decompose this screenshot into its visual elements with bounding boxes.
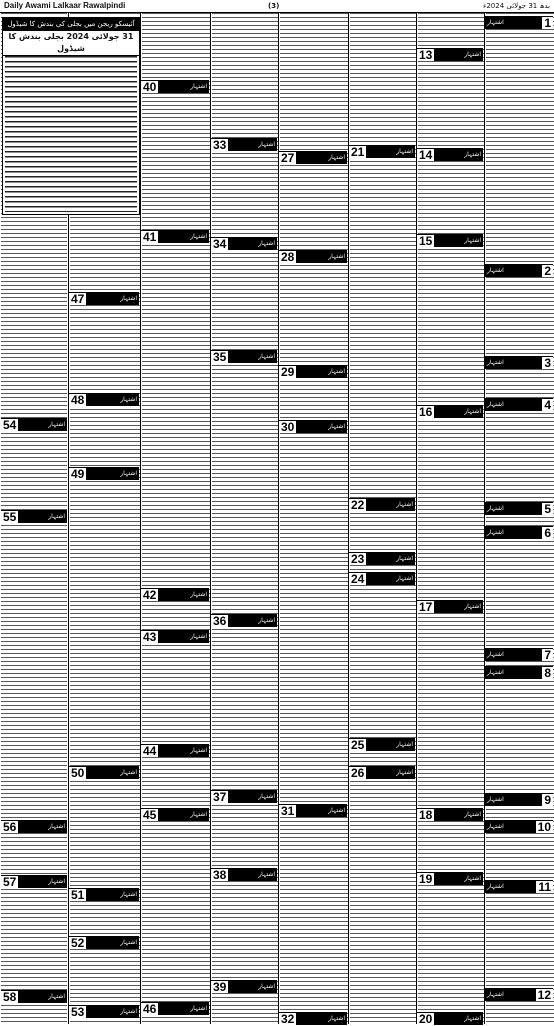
notice-29: 29 اشتہار: [281, 365, 345, 379]
notice-57: 57 اشتہار: [3, 875, 65, 889]
notice-51: 51 اشتہار: [71, 888, 137, 902]
notice-24: 24 اشتہار: [351, 572, 413, 586]
issue-date: بدھ 31 جولائی 2024ء: [483, 2, 550, 10]
notice-33: 33 اشتہار: [213, 138, 275, 152]
notice-35: 35 اشتہار: [213, 350, 275, 364]
notice-47: 47 اشتہار: [71, 292, 137, 306]
notice-1: 1 اشتہار: [487, 16, 551, 30]
notice-58: 58 اشتہار: [3, 990, 65, 1004]
schedule-title: آئیسکو ریجن میں بجلی کی بندش کا شیڈول: [3, 18, 139, 31]
notice-3: 3 اشتہار: [487, 356, 551, 370]
notice-22: 22 اشتہار: [351, 498, 413, 512]
notice-27: 27 اشتہار: [281, 151, 345, 165]
notice-16: 16 اشتہار: [419, 405, 481, 419]
notice-15: 15 اشتہار: [419, 234, 481, 248]
notice-30: 30 اشتہار: [281, 420, 345, 434]
notice-25: 25 اشتہار: [351, 738, 413, 752]
notice-43: 43 اشتہار: [143, 630, 207, 644]
notice-5: 5 اشتہار: [487, 502, 551, 516]
notice-14: 14 اشتہار: [419, 148, 481, 162]
notice-12: 12 اشتہار: [487, 988, 551, 1002]
notice-48: 48 اشتہار: [71, 393, 137, 407]
page-header: [0, 0, 554, 13]
notice-46: 46 اشتہار: [143, 1002, 207, 1016]
notice-11: 11 اشتہار: [487, 880, 551, 894]
load-shedding-schedule-box: [2, 17, 140, 215]
notice-18: 18 اشتہار: [419, 808, 481, 822]
notice-44: 44 اشتہار: [143, 744, 207, 758]
notice-49: 49 اشتہار: [71, 467, 137, 481]
notice-2: 2 اشتہار: [487, 264, 551, 278]
notice-40: 40 اشتہار: [143, 80, 207, 94]
notice-37: 37 اشتہار: [213, 790, 275, 804]
notice-28: 28 اشتہار: [281, 250, 345, 264]
notice-8: 8 اشتہار: [487, 666, 551, 680]
notice-20: 20 اشتہار: [419, 1012, 481, 1026]
notice-50: 50 اشتہار: [71, 766, 137, 780]
notice-17: 17 اشتہار: [419, 600, 481, 614]
notice-19: 19 اشتہار: [419, 872, 481, 886]
notice-45: 45 اشتہار: [143, 808, 207, 822]
newspaper-name: Daily Awami Lalkaar Rawalpindi: [4, 1, 126, 10]
notice-39: 39 اشتہار: [213, 980, 275, 994]
notice-38: 38 اشتہار: [213, 868, 275, 882]
notice-54: 54 اشتہار: [3, 418, 65, 432]
notice-55: 55 اشتہار: [3, 510, 65, 524]
column-6: [348, 13, 417, 1024]
notice-31: 31 اشتہار: [281, 804, 345, 818]
notice-42: 42 اشتہار: [143, 588, 207, 602]
schedule-body: [5, 56, 137, 212]
notice-36: 36 اشتہار: [213, 614, 275, 628]
notice-6: 6 اشتہار: [487, 526, 551, 540]
notice-56: 56 اشتہار: [3, 820, 65, 834]
notice-53: 53 اشتہار: [71, 1005, 137, 1019]
notice-52: 52 اشتہار: [71, 936, 137, 950]
notice-23: 23 اشتہار: [351, 552, 413, 566]
notice-10: 10 اشتہار: [487, 820, 551, 834]
notice-9: 9 اشتہار: [487, 793, 551, 807]
schedule-subtitle: 31 جولائی 2024 بجلی بندش کا شیڈول: [3, 31, 139, 56]
notice-26: 26 اشتہار: [351, 766, 413, 780]
notice-4: 4 اشتہار: [487, 398, 551, 412]
page-number: (3): [268, 2, 280, 10]
column-8: [484, 13, 554, 1024]
notice-34: 34 اشتہار: [213, 237, 275, 251]
notice-7: 7 اشتہار: [487, 648, 551, 662]
column-3: [140, 13, 211, 1024]
notice-13: 13 اشتہار: [419, 48, 481, 62]
notice-41: 41 اشتہار: [143, 230, 207, 244]
notice-32: 32 اشتہار: [281, 1012, 345, 1026]
notice-21: 21 اشتہار: [351, 145, 413, 159]
